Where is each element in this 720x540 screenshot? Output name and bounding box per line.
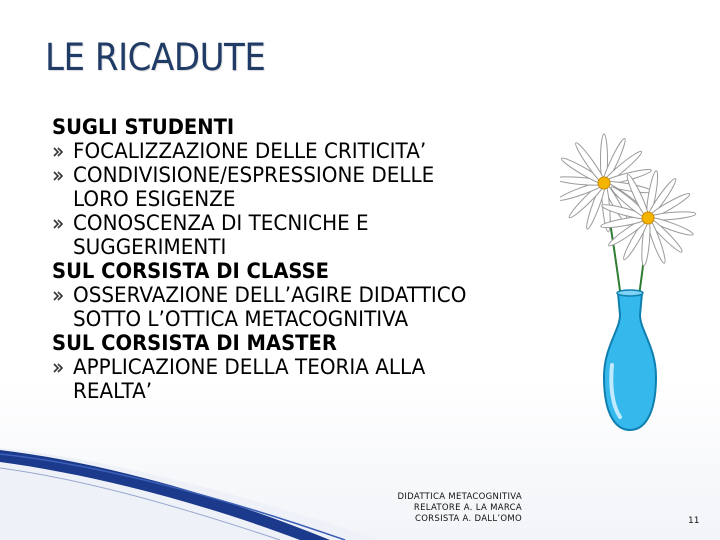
bullet-item bbox=[52, 163, 572, 211]
bullet-item bbox=[52, 139, 572, 163]
bottom-wave-decoration bbox=[0, 440, 720, 540]
arrow-bullet-icon bbox=[53, 363, 63, 373]
bullet-item bbox=[52, 355, 572, 403]
page-number: 11 bbox=[688, 516, 700, 526]
footer-line: DIDATTICA METACOGNITIVA bbox=[397, 492, 522, 502]
footer-line: CORSISTA A. DALL’OMO bbox=[414, 514, 522, 524]
arrow-bullet-icon bbox=[53, 219, 63, 229]
arrow-bullet-icon bbox=[53, 291, 63, 301]
footer-credits bbox=[370, 492, 522, 525]
bullet-text: CONOSCENZA DI TECNICHE E SUGGERIMENTI bbox=[73, 211, 369, 259]
arrow-bullet-icon bbox=[53, 147, 63, 157]
bullet-item bbox=[52, 211, 572, 259]
footer-line: RELATORE A. LA MARCA bbox=[413, 503, 522, 513]
section-heading: SUL CORSISTA DI MASTER bbox=[52, 331, 337, 355]
bullet-text: OSSERVAZIONE DELL’AGIRE DIDATTICO SOTTO L’OTTICA METACOGNITIVA bbox=[73, 283, 467, 331]
section-heading: SUL CORSISTA DI CLASSE bbox=[52, 259, 330, 283]
slide-title: LE RICADUTE bbox=[45, 36, 266, 79]
bullet-text: APPLICAZIONE DELLA TEORIA ALLA REALTA’ bbox=[73, 355, 426, 403]
section-heading: SUGLI STUDENTI bbox=[52, 115, 235, 139]
bullet-item bbox=[52, 283, 572, 331]
bullet-text: CONDIVISIONE/ESPRESSIONE DELLE LORO ESIGENZE bbox=[73, 163, 435, 211]
flower-vase-icon bbox=[560, 115, 710, 435]
bullet-text: FOCALIZZAZIONE DELLE CRITICITA’ bbox=[73, 139, 427, 163]
slide-content bbox=[52, 115, 572, 403]
arrow-bullet-icon bbox=[53, 171, 63, 181]
